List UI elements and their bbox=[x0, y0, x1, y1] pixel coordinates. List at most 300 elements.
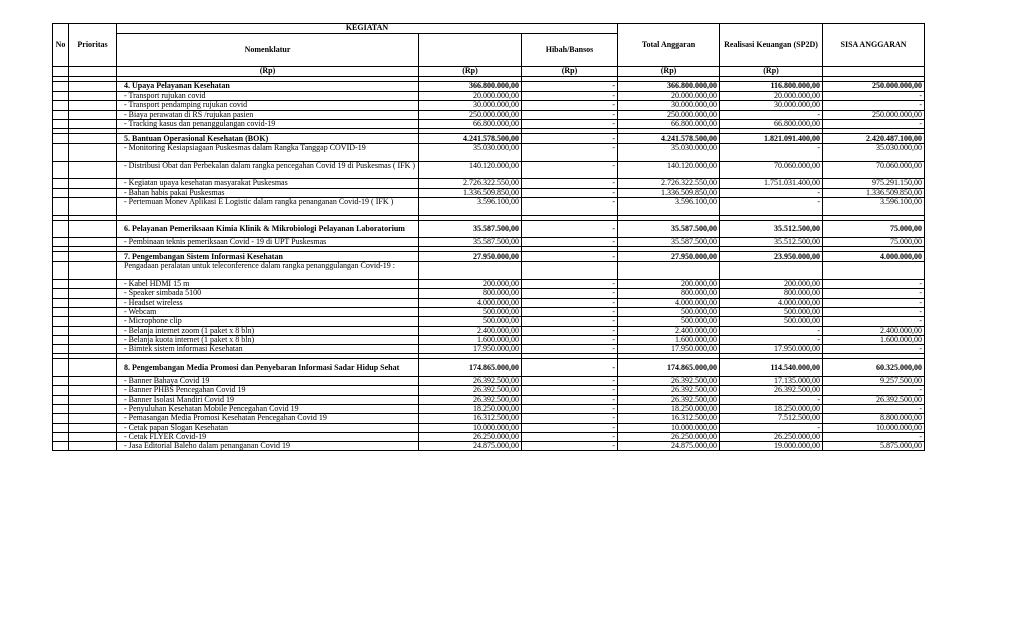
header-no: No bbox=[53, 24, 69, 67]
real-cell: 7.512.500,00 bbox=[720, 414, 823, 423]
sisa-cell: - bbox=[823, 307, 925, 316]
sisa-cell: - bbox=[823, 404, 925, 413]
amount-cell: 500.000,00 bbox=[419, 307, 522, 316]
prioritas-cell bbox=[69, 307, 117, 316]
amount-cell: 24.875.000,00 bbox=[419, 442, 522, 451]
total-cell: 800.000,00 bbox=[618, 289, 720, 298]
nomenklatur-cell: 7. Pengembangan Sistem Informasi Kesehatan bbox=[117, 252, 419, 262]
amount-cell: 174.865.000,00 bbox=[419, 359, 522, 377]
hibah-cell: - bbox=[522, 326, 618, 335]
real-cell: 17.135.000,00 bbox=[720, 377, 823, 386]
real-cell: - bbox=[720, 197, 823, 215]
prioritas-cell bbox=[69, 134, 117, 144]
hibah-cell: - bbox=[522, 423, 618, 432]
prioritas-cell bbox=[69, 262, 117, 280]
amount-cell: 66.800.000,00 bbox=[419, 119, 522, 128]
no-cell bbox=[53, 289, 69, 298]
amount-cell: 10.000.000,00 bbox=[419, 423, 522, 432]
table-row bbox=[53, 110, 925, 119]
table-row bbox=[53, 317, 925, 326]
no-cell bbox=[53, 220, 69, 238]
nomenklatur-cell: - Biaya perawatan di RS /rujukan pasien bbox=[117, 110, 419, 119]
hibah-cell: - bbox=[522, 395, 618, 404]
table-row bbox=[53, 144, 925, 162]
sisa-cell: 1.336.509.850,00 bbox=[823, 188, 925, 197]
no-cell bbox=[53, 307, 69, 316]
hibah-cell: - bbox=[522, 335, 618, 344]
table-row bbox=[53, 432, 925, 441]
prioritas-cell bbox=[69, 92, 117, 101]
header-kegiatan: KEGIATAN bbox=[117, 24, 618, 34]
table-row bbox=[53, 326, 925, 335]
sisa-cell: 75.000,00 bbox=[823, 238, 925, 247]
sisa-cell: 2.420.487.100,00 bbox=[823, 134, 925, 144]
total-cell: 27.950.000,00 bbox=[618, 252, 720, 262]
sisa-cell: 2.400.000,00 bbox=[823, 326, 925, 335]
amount-cell bbox=[419, 262, 522, 280]
amount-cell: 2.400.000,00 bbox=[419, 326, 522, 335]
total-cell: 26.392.500,00 bbox=[618, 395, 720, 404]
total-cell: 26.392.500,00 bbox=[618, 386, 720, 395]
amount-cell: 1.600.000,00 bbox=[419, 335, 522, 344]
real-cell: 35.512.500,00 bbox=[720, 220, 823, 238]
hibah-cell: - bbox=[522, 188, 618, 197]
header-amount-blank bbox=[419, 34, 522, 67]
no-cell bbox=[53, 144, 69, 162]
total-cell: 26.392.500,00 bbox=[618, 377, 720, 386]
amount-cell: 26.250.000,00 bbox=[419, 432, 522, 441]
unit-rp-realisasi: (Rp) bbox=[720, 67, 823, 77]
sisa-cell: 9.257.500,00 bbox=[823, 377, 925, 386]
no-cell bbox=[53, 179, 69, 188]
hibah-cell: - bbox=[522, 442, 618, 451]
section-row bbox=[53, 82, 925, 92]
hibah-cell: - bbox=[522, 134, 618, 144]
prioritas-cell bbox=[69, 252, 117, 262]
table-row bbox=[53, 414, 925, 423]
no-cell bbox=[53, 119, 69, 128]
unit-blank-sisa bbox=[823, 67, 925, 77]
amount-cell: 17.950.000,00 bbox=[419, 345, 522, 354]
real-cell: 26.250.000,00 bbox=[720, 432, 823, 441]
table-row bbox=[53, 179, 925, 188]
prioritas-cell bbox=[69, 442, 117, 451]
sisa-cell: 8.800.000,00 bbox=[823, 414, 925, 423]
hibah-cell: - bbox=[522, 386, 618, 395]
nomenklatur-cell: - Headset wireless bbox=[117, 298, 419, 307]
total-cell: 1.600.000,00 bbox=[618, 335, 720, 344]
no-cell bbox=[53, 404, 69, 413]
table-row bbox=[53, 386, 925, 395]
no-cell bbox=[53, 280, 69, 289]
real-cell: - bbox=[720, 110, 823, 119]
real-cell: 1.751.031.400,00 bbox=[720, 179, 823, 188]
table-row bbox=[53, 280, 925, 289]
sisa-cell: 3.596.100,00 bbox=[823, 197, 925, 215]
prioritas-cell bbox=[69, 101, 117, 110]
no-cell bbox=[53, 101, 69, 110]
no-cell bbox=[53, 188, 69, 197]
no-cell bbox=[53, 432, 69, 441]
real-cell bbox=[720, 262, 823, 280]
hibah-cell: - bbox=[522, 144, 618, 162]
sisa-cell: 10.000.000,00 bbox=[823, 423, 925, 432]
section-row bbox=[53, 359, 925, 377]
prioritas-cell bbox=[69, 317, 117, 326]
no-cell bbox=[53, 92, 69, 101]
sisa-cell: 4.000.000,00 bbox=[823, 252, 925, 262]
hibah-cell bbox=[522, 262, 618, 280]
total-cell: 500.000,00 bbox=[618, 307, 720, 316]
section-row bbox=[53, 220, 925, 238]
section-row bbox=[53, 134, 925, 144]
no-cell bbox=[53, 359, 69, 377]
table-row bbox=[53, 335, 925, 344]
nomenklatur-cell: - Monitoring Kesiapsiagaan Puskesmas dalam Rangka Tanggap COVID-19 bbox=[117, 144, 419, 162]
nomenklatur-cell: - Belanja kuota internet (1 paket x 8 bln) bbox=[117, 335, 419, 344]
table-row bbox=[53, 119, 925, 128]
table-body bbox=[53, 77, 925, 451]
amount-cell: 4.000.000,00 bbox=[419, 298, 522, 307]
amount-cell: 27.950.000,00 bbox=[419, 252, 522, 262]
real-cell: 30.000.000,00 bbox=[720, 101, 823, 110]
hibah-cell: - bbox=[522, 197, 618, 215]
prioritas-cell bbox=[69, 326, 117, 335]
prioritas-cell bbox=[69, 395, 117, 404]
hibah-cell: - bbox=[522, 238, 618, 247]
nomenklatur-cell: 5. Bantuan Operasional Kesehatan (BOK) bbox=[117, 134, 419, 144]
real-cell: - bbox=[720, 326, 823, 335]
sisa-cell: 26.392.500,00 bbox=[823, 395, 925, 404]
real-cell: 23.950.000,00 bbox=[720, 252, 823, 262]
unit-blank-no bbox=[53, 67, 69, 77]
total-cell: 366.800.000,00 bbox=[618, 82, 720, 92]
table-row bbox=[53, 289, 925, 298]
hibah-cell: - bbox=[522, 280, 618, 289]
sisa-cell: - bbox=[823, 386, 925, 395]
nomenklatur-cell: - Distribusi Obat dan Perbekalan dalam rangka pencegahan Covid 19 di Puskesmas ( IFK ) bbox=[117, 161, 419, 179]
prioritas-cell bbox=[69, 280, 117, 289]
hibah-cell: - bbox=[522, 179, 618, 188]
total-cell: 26.250.000,00 bbox=[618, 432, 720, 441]
total-cell: 200.000,00 bbox=[618, 280, 720, 289]
nomenklatur-cell: - Kabel HDMI 15 m bbox=[117, 280, 419, 289]
nomenklatur-cell: - Pembinaan teknis pemeriksaan Covid - 19 di UPT Puskesmas bbox=[117, 238, 419, 247]
no-cell bbox=[53, 134, 69, 144]
hibah-cell: - bbox=[522, 298, 618, 307]
hibah-cell: - bbox=[522, 220, 618, 238]
nomenklatur-cell: - Bahan habis pakai Puskesmas bbox=[117, 188, 419, 197]
table-row bbox=[53, 377, 925, 386]
no-cell bbox=[53, 377, 69, 386]
nomenklatur-cell: - Banner Bahaya Covid 19 bbox=[117, 377, 419, 386]
real-cell: 17.950.000,00 bbox=[720, 345, 823, 354]
total-cell: 140.120.000,00 bbox=[618, 161, 720, 179]
nomenklatur-cell: - Belanja internet zoom (1 paket x 8 bln) bbox=[117, 326, 419, 335]
header-total-anggaran: Total Anggaran bbox=[618, 24, 720, 67]
header-hibah: Hibah/Bansos bbox=[522, 34, 618, 67]
nomenklatur-cell: - Kegiatan upaya kesehatan masyarakat Puskesmas bbox=[117, 179, 419, 188]
prioritas-cell bbox=[69, 359, 117, 377]
sisa-cell: 60.325.000,00 bbox=[823, 359, 925, 377]
hibah-cell: - bbox=[522, 110, 618, 119]
amount-cell: 200.000,00 bbox=[419, 280, 522, 289]
sisa-cell: 75.000,00 bbox=[823, 220, 925, 238]
amount-cell: 366.800.000,00 bbox=[419, 82, 522, 92]
unit-rp-amount: (Rp) bbox=[419, 67, 522, 77]
total-cell: 30.000.000,00 bbox=[618, 101, 720, 110]
total-cell bbox=[618, 262, 720, 280]
nomenklatur-cell: - Pemasangan Media Promosi Kesehatan Pencegahan Covid 19 bbox=[117, 414, 419, 423]
total-cell: 35.587.500,00 bbox=[618, 238, 720, 247]
hibah-cell: - bbox=[522, 359, 618, 377]
real-cell: - bbox=[720, 395, 823, 404]
total-cell: 2.400.000,00 bbox=[618, 326, 720, 335]
total-cell: 24.875.000,00 bbox=[618, 442, 720, 451]
no-cell bbox=[53, 442, 69, 451]
sisa-cell: 975.291.150,00 bbox=[823, 179, 925, 188]
prioritas-cell bbox=[69, 414, 117, 423]
total-cell: 3.596.100,00 bbox=[618, 197, 720, 215]
amount-cell: 140.120.000,00 bbox=[419, 161, 522, 179]
no-cell bbox=[53, 395, 69, 404]
prioritas-cell bbox=[69, 119, 117, 128]
nomenklatur-cell: - Jasa Editorial Baleho dalam penanganan Covid 19 bbox=[117, 442, 419, 451]
amount-cell: 35.587.500,00 bbox=[419, 220, 522, 238]
sisa-cell: 5.875.000,00 bbox=[823, 442, 925, 451]
total-cell: 17.950.000,00 bbox=[618, 345, 720, 354]
nomenklatur-cell: - Tracking kasus dan penanggulangan covid-19 bbox=[117, 119, 419, 128]
real-cell: 20.000.000,00 bbox=[720, 92, 823, 101]
nomenklatur-cell: 8. Pengembangan Media Promosi dan Penyebaran Informasi Sadar Hidup Sehat bbox=[117, 359, 419, 377]
total-cell: 250.000.000,00 bbox=[618, 110, 720, 119]
real-cell: 114.540.000,00 bbox=[720, 359, 823, 377]
prioritas-cell bbox=[69, 197, 117, 215]
total-cell: 35.030.000,00 bbox=[618, 144, 720, 162]
no-cell bbox=[53, 317, 69, 326]
hibah-cell: - bbox=[522, 92, 618, 101]
header-nomenklatur: Nomenklatur bbox=[117, 34, 419, 67]
amount-cell: 4.241.578.500,00 bbox=[419, 134, 522, 144]
no-cell bbox=[53, 386, 69, 395]
nomenklatur-cell: - Pertemuan Monev Aplikasi E Logistic dalam rangka penanganan Covid-19 ( IFK ) bbox=[117, 197, 419, 215]
amount-cell: 16.312.500,00 bbox=[419, 414, 522, 423]
prioritas-cell bbox=[69, 298, 117, 307]
unit-blank-prioritas bbox=[69, 67, 117, 77]
table-row bbox=[53, 262, 925, 280]
no-cell bbox=[53, 298, 69, 307]
table-row bbox=[53, 298, 925, 307]
no-cell bbox=[53, 423, 69, 432]
prioritas-cell bbox=[69, 404, 117, 413]
real-cell: - bbox=[720, 188, 823, 197]
sisa-cell: - bbox=[823, 317, 925, 326]
sisa-cell: 35.030.000,00 bbox=[823, 144, 925, 162]
total-cell: 35.587.500,00 bbox=[618, 220, 720, 238]
amount-cell: 35.030.000,00 bbox=[419, 144, 522, 162]
amount-cell: 20.000.000,00 bbox=[419, 92, 522, 101]
hibah-cell: - bbox=[522, 345, 618, 354]
no-cell bbox=[53, 345, 69, 354]
no-cell bbox=[53, 414, 69, 423]
real-cell: 19.000.000,00 bbox=[720, 442, 823, 451]
prioritas-cell bbox=[69, 161, 117, 179]
total-cell: 20.000.000,00 bbox=[618, 92, 720, 101]
hibah-cell: - bbox=[522, 82, 618, 92]
nomenklatur-cell: 6. Pelayanan Pemeriksaan Kimia Klinik & Mikrobiologi Pelayanan Laboratorium bbox=[117, 220, 419, 238]
sisa-cell: - bbox=[823, 101, 925, 110]
prioritas-cell bbox=[69, 386, 117, 395]
nomenklatur-cell: - Banner PHBS Pencegahan Covid 19 bbox=[117, 386, 419, 395]
nomenklatur-cell: - Speaker simbada 5100 bbox=[117, 289, 419, 298]
amount-cell: 18.250.000,00 bbox=[419, 404, 522, 413]
total-cell: 66.800.000,00 bbox=[618, 119, 720, 128]
no-cell bbox=[53, 326, 69, 335]
total-cell: 16.312.500,00 bbox=[618, 414, 720, 423]
table-row bbox=[53, 197, 925, 215]
real-cell: 35.512.500,00 bbox=[720, 238, 823, 247]
hibah-cell: - bbox=[522, 289, 618, 298]
nomenklatur-cell: - Transport pendamping rujukan covid bbox=[117, 101, 419, 110]
table-row bbox=[53, 92, 925, 101]
total-cell: 10.000.000,00 bbox=[618, 423, 720, 432]
nomenklatur-cell: Pengadaan peralatan untuk teleconference dalam rangka penanggulangan Covid-19 : bbox=[117, 262, 419, 280]
prioritas-cell bbox=[69, 432, 117, 441]
prioritas-cell bbox=[69, 188, 117, 197]
hibah-cell: - bbox=[522, 432, 618, 441]
real-cell: - bbox=[720, 144, 823, 162]
section-row bbox=[53, 252, 925, 262]
amount-cell: 26.392.500,00 bbox=[419, 395, 522, 404]
hibah-cell: - bbox=[522, 161, 618, 179]
real-cell: 26.392.500,00 bbox=[720, 386, 823, 395]
sisa-cell: - bbox=[823, 345, 925, 354]
hibah-cell: - bbox=[522, 414, 618, 423]
no-cell bbox=[53, 238, 69, 247]
amount-cell: 26.392.500,00 bbox=[419, 386, 522, 395]
prioritas-cell bbox=[69, 110, 117, 119]
real-cell: 800.000,00 bbox=[720, 289, 823, 298]
amount-cell: 3.596.100,00 bbox=[419, 197, 522, 215]
real-cell: 200.000,00 bbox=[720, 280, 823, 289]
table-row bbox=[53, 188, 925, 197]
sisa-cell bbox=[823, 262, 925, 280]
no-cell bbox=[53, 262, 69, 280]
hibah-cell: - bbox=[522, 404, 618, 413]
prioritas-cell bbox=[69, 144, 117, 162]
no-cell bbox=[53, 252, 69, 262]
nomenklatur-cell: - Microphone clip bbox=[117, 317, 419, 326]
sisa-cell: - bbox=[823, 432, 925, 441]
sisa-cell: 250.000.000,00 bbox=[823, 110, 925, 119]
sisa-cell: 1.600.000,00 bbox=[823, 335, 925, 344]
amount-cell: 500.000,00 bbox=[419, 317, 522, 326]
total-cell: 2.726.322.550,00 bbox=[618, 179, 720, 188]
table-row bbox=[53, 238, 925, 247]
sisa-cell: 70.060.000,00 bbox=[823, 161, 925, 179]
real-cell: 4.000.000,00 bbox=[720, 298, 823, 307]
prioritas-cell bbox=[69, 238, 117, 247]
amount-cell: 35.587.500,00 bbox=[419, 238, 522, 247]
nomenklatur-cell: 4. Upaya Pelayanan Kesehatan bbox=[117, 82, 419, 92]
header-prioritas: Prioritas bbox=[69, 24, 117, 67]
nomenklatur-cell: - Cetak papan Slogan Kesehatan bbox=[117, 423, 419, 432]
prioritas-cell bbox=[69, 377, 117, 386]
table-header bbox=[53, 24, 925, 77]
unit-rp-hibah: (Rp) bbox=[522, 67, 618, 77]
amount-cell: 250.000.000,00 bbox=[419, 110, 522, 119]
hibah-cell: - bbox=[522, 307, 618, 316]
nomenklatur-cell: - Penyuluhan Kesehatan Mobile Pencegahan Covid 19 bbox=[117, 404, 419, 413]
unit-rp-total: (Rp) bbox=[618, 67, 720, 77]
real-cell: - bbox=[720, 423, 823, 432]
sisa-cell: 250.000.000,00 bbox=[823, 82, 925, 92]
no-cell bbox=[53, 161, 69, 179]
total-cell: 4.000.000,00 bbox=[618, 298, 720, 307]
table-row bbox=[53, 404, 925, 413]
prioritas-cell bbox=[69, 335, 117, 344]
real-cell: 1.821.091.400,00 bbox=[720, 134, 823, 144]
header-realisasi: Realisasi Keuangan (SP2D) bbox=[720, 24, 823, 67]
real-cell: 500.000,00 bbox=[720, 307, 823, 316]
nomenklatur-cell: - Bimtek sistem informasi Kesehatan bbox=[117, 345, 419, 354]
real-cell: 66.800.000,00 bbox=[720, 119, 823, 128]
prioritas-cell bbox=[69, 82, 117, 92]
budget-table bbox=[52, 23, 925, 451]
unit-rp-nomenklatur: (Rp) bbox=[117, 67, 419, 77]
no-cell bbox=[53, 110, 69, 119]
amount-cell: 800.000,00 bbox=[419, 289, 522, 298]
sisa-cell: - bbox=[823, 280, 925, 289]
prioritas-cell bbox=[69, 179, 117, 188]
total-cell: 4.241.578.500,00 bbox=[618, 134, 720, 144]
sisa-cell: - bbox=[823, 289, 925, 298]
nomenklatur-cell: - Transport rujukan covid bbox=[117, 92, 419, 101]
sisa-cell: - bbox=[823, 92, 925, 101]
hibah-cell: - bbox=[522, 252, 618, 262]
real-cell: 500.000,00 bbox=[720, 317, 823, 326]
no-cell bbox=[53, 197, 69, 215]
nomenklatur-cell: - Webcam bbox=[117, 307, 419, 316]
prioritas-cell bbox=[69, 220, 117, 238]
amount-cell: 2.726.322.550,00 bbox=[419, 179, 522, 188]
prioritas-cell bbox=[69, 423, 117, 432]
hibah-cell: - bbox=[522, 317, 618, 326]
real-cell: 18.250.000,00 bbox=[720, 404, 823, 413]
hibah-cell: - bbox=[522, 119, 618, 128]
nomenklatur-cell: - Banner Isolasi Mandiri Covid 19 bbox=[117, 395, 419, 404]
no-cell bbox=[53, 335, 69, 344]
amount-cell: 30.000.000,00 bbox=[419, 101, 522, 110]
no-cell bbox=[53, 82, 69, 92]
amount-cell: 1.336.509.850,00 bbox=[419, 188, 522, 197]
total-cell: 1.336.509.850,00 bbox=[618, 188, 720, 197]
sisa-cell: - bbox=[823, 298, 925, 307]
table-row bbox=[53, 442, 925, 451]
total-cell: 18.250.000,00 bbox=[618, 404, 720, 413]
prioritas-cell bbox=[69, 345, 117, 354]
hibah-cell: - bbox=[522, 377, 618, 386]
table-row bbox=[53, 395, 925, 404]
table-row bbox=[53, 161, 925, 179]
nomenklatur-cell: - Cetak FLYER Covid-19 bbox=[117, 432, 419, 441]
table-row bbox=[53, 307, 925, 316]
prioritas-cell bbox=[69, 289, 117, 298]
table-row bbox=[53, 101, 925, 110]
table-row bbox=[53, 345, 925, 354]
table-row bbox=[53, 423, 925, 432]
real-cell: 116.800.000,00 bbox=[720, 82, 823, 92]
